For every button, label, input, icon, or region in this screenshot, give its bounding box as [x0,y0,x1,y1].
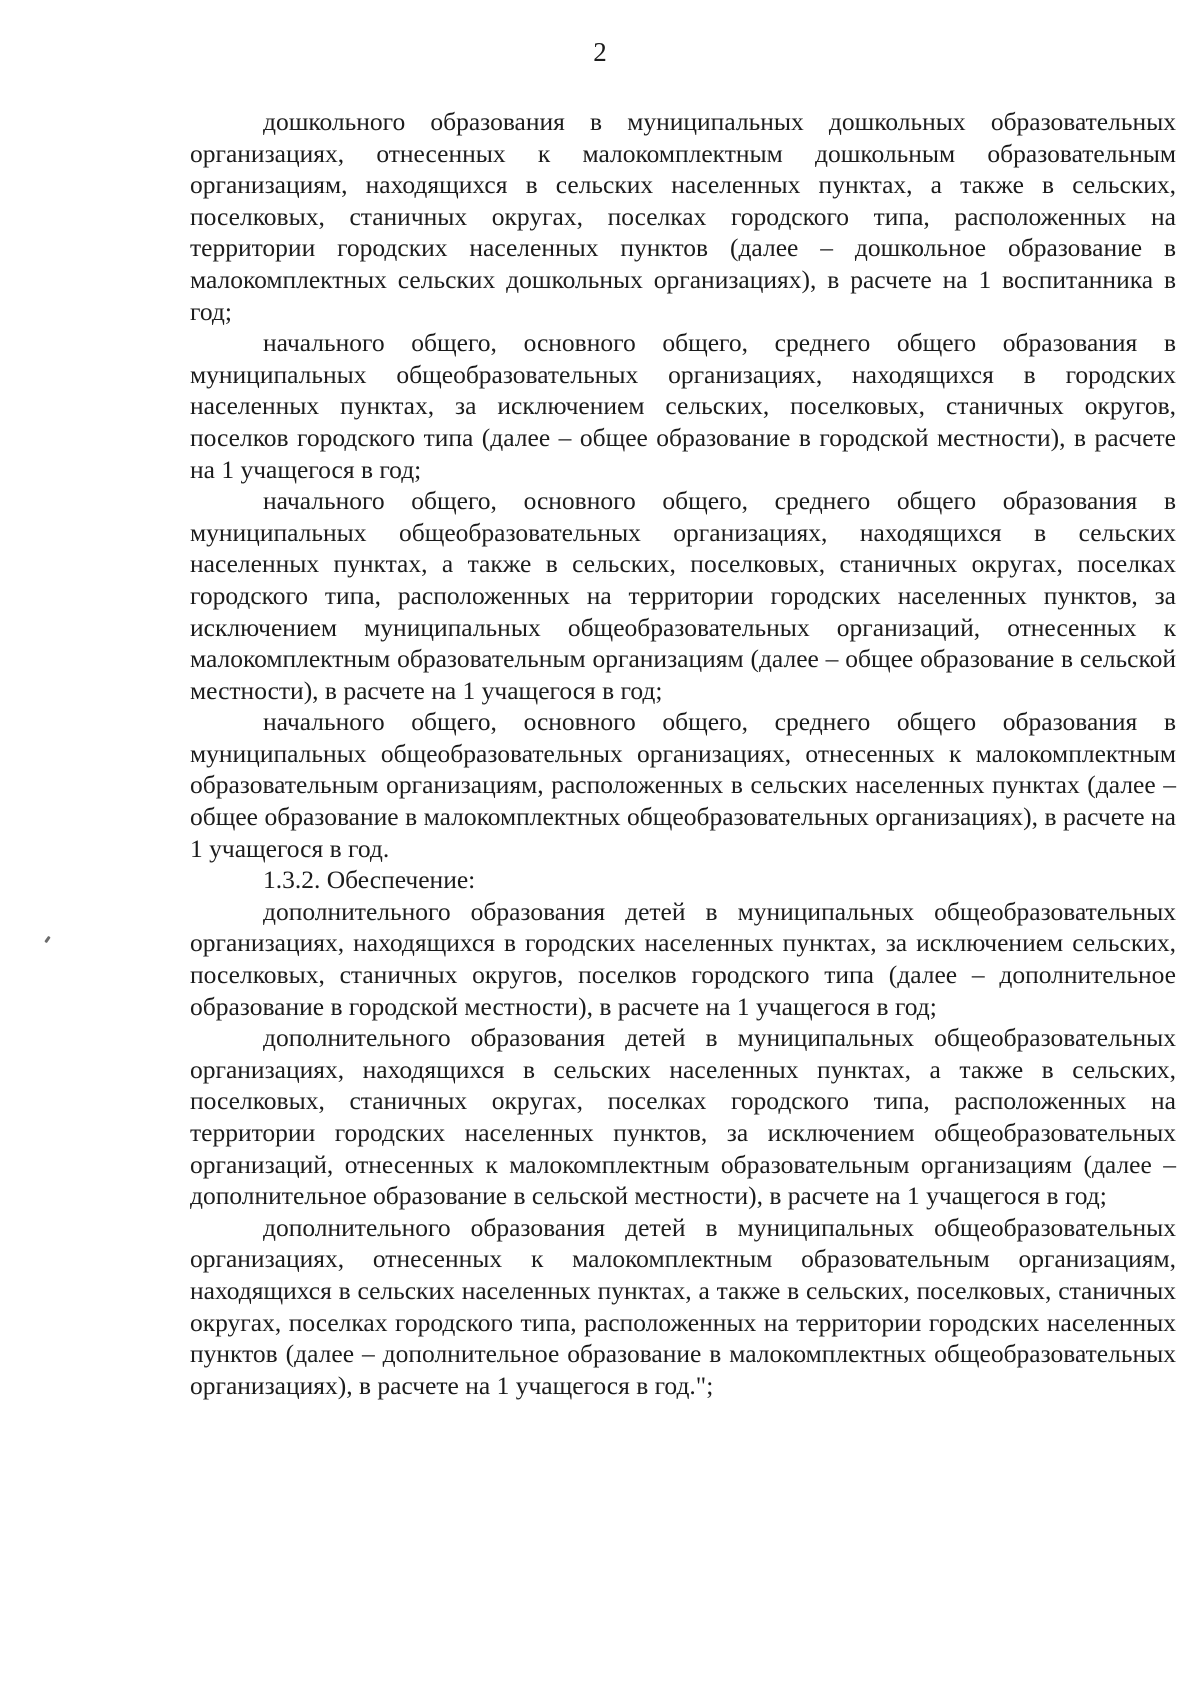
document-body [190,106,1176,1401]
scan-speck [44,936,50,943]
paragraph-general-small-schools: начального общего, основного общего, среднего общего образования в муниципальных общеобразовательных организациях, отнесенных к малокомплектным образовательным организациям, расположенных в сельских населенных пунктах (далее – общее образование в малокомплектных общеобразовательных организациях), в расчете на 1 учащегося в год. [190,707,1176,863]
paragraph-general-urban: начального общего, основного общего, среднего общего образования в муниципальных общеобразовательных организациях, находящихся в городских населенных пунктах, за исключением сельских, поселковых, станичных округов, поселков городского типа (далее – общее образование в городской местности), в расчете на 1 учащегося в год; [190,328,1176,484]
paragraph-additional-small-schools: дополнительного образования детей в муниципальных общеобразовательных организациях, отнесенных к малокомплектным образовательным организациям, находящихся в сельских населенных пунктах, а также в сельских, поселковых, станичных округах, поселках городского типа, расположенных на территории городских населенных пунктов (далее – дополнительное образование в малокомплектных общеобразовательных организациях), в расчете на 1 учащегося в год."; [190,1212,1176,1400]
paragraph-additional-rural: дополнительного образования детей в муниципальных общеобразовательных организациях, находящихся в сельских населенных пунктах, а также в сельских, поселковых, станичных округах, поселках городского типа, расположенных на территории городских населенных пунктов, за исключением общеобразовательных организаций, отнесенных к малокомплектным образовательным организациям (далее – дополнительное образование в сельской местности), в расчете на 1 учащегося в год; [190,1023,1176,1211]
paragraph-preschool-rural-small: дошкольного образования в муниципальных дошкольных образовательных организациях, отнесенных к малокомплектным дошкольным образовательным организациям, находящихся в сельских населенных пунктах, а также в сельских, поселковых, станичных округах, поселках городского типа, расположенных на территории городских населенных пунктов (далее – дошкольное образование в малокомплектных сельских дошкольных организациях), в расчете на 1 воспитанника в год; [190,107,1176,326]
page-number: 2 [593,37,607,67]
paragraph-general-rural: начального общего, основного общего, среднего общего образования в муниципальных общеобразовательных организациях, находящихся в сельских населенных пунктах, а также в сельских, поселковых, станичных округах, поселках городского типа, расположенных на территории городских населенных пунктов, за исключением муниципальных общеобразовательных организаций, отнесенных к малокомплектным образовательным организациям (далее – общее образование в сельской местности), в расчете на 1 учащегося в год; [190,486,1176,705]
section-heading-1-3-2: 1.3.2. Обеспечение: [263,865,476,895]
paragraph-additional-urban: дополнительного образования детей в муниципальных общеобразовательных организациях, находящихся в городских населенных пунктах, за исключением сельских, поселковых, станичных округов, поселков городского типа (далее – дополнительное образование в городской местности), в расчете на 1 учащегося в год; [190,896,1176,1021]
